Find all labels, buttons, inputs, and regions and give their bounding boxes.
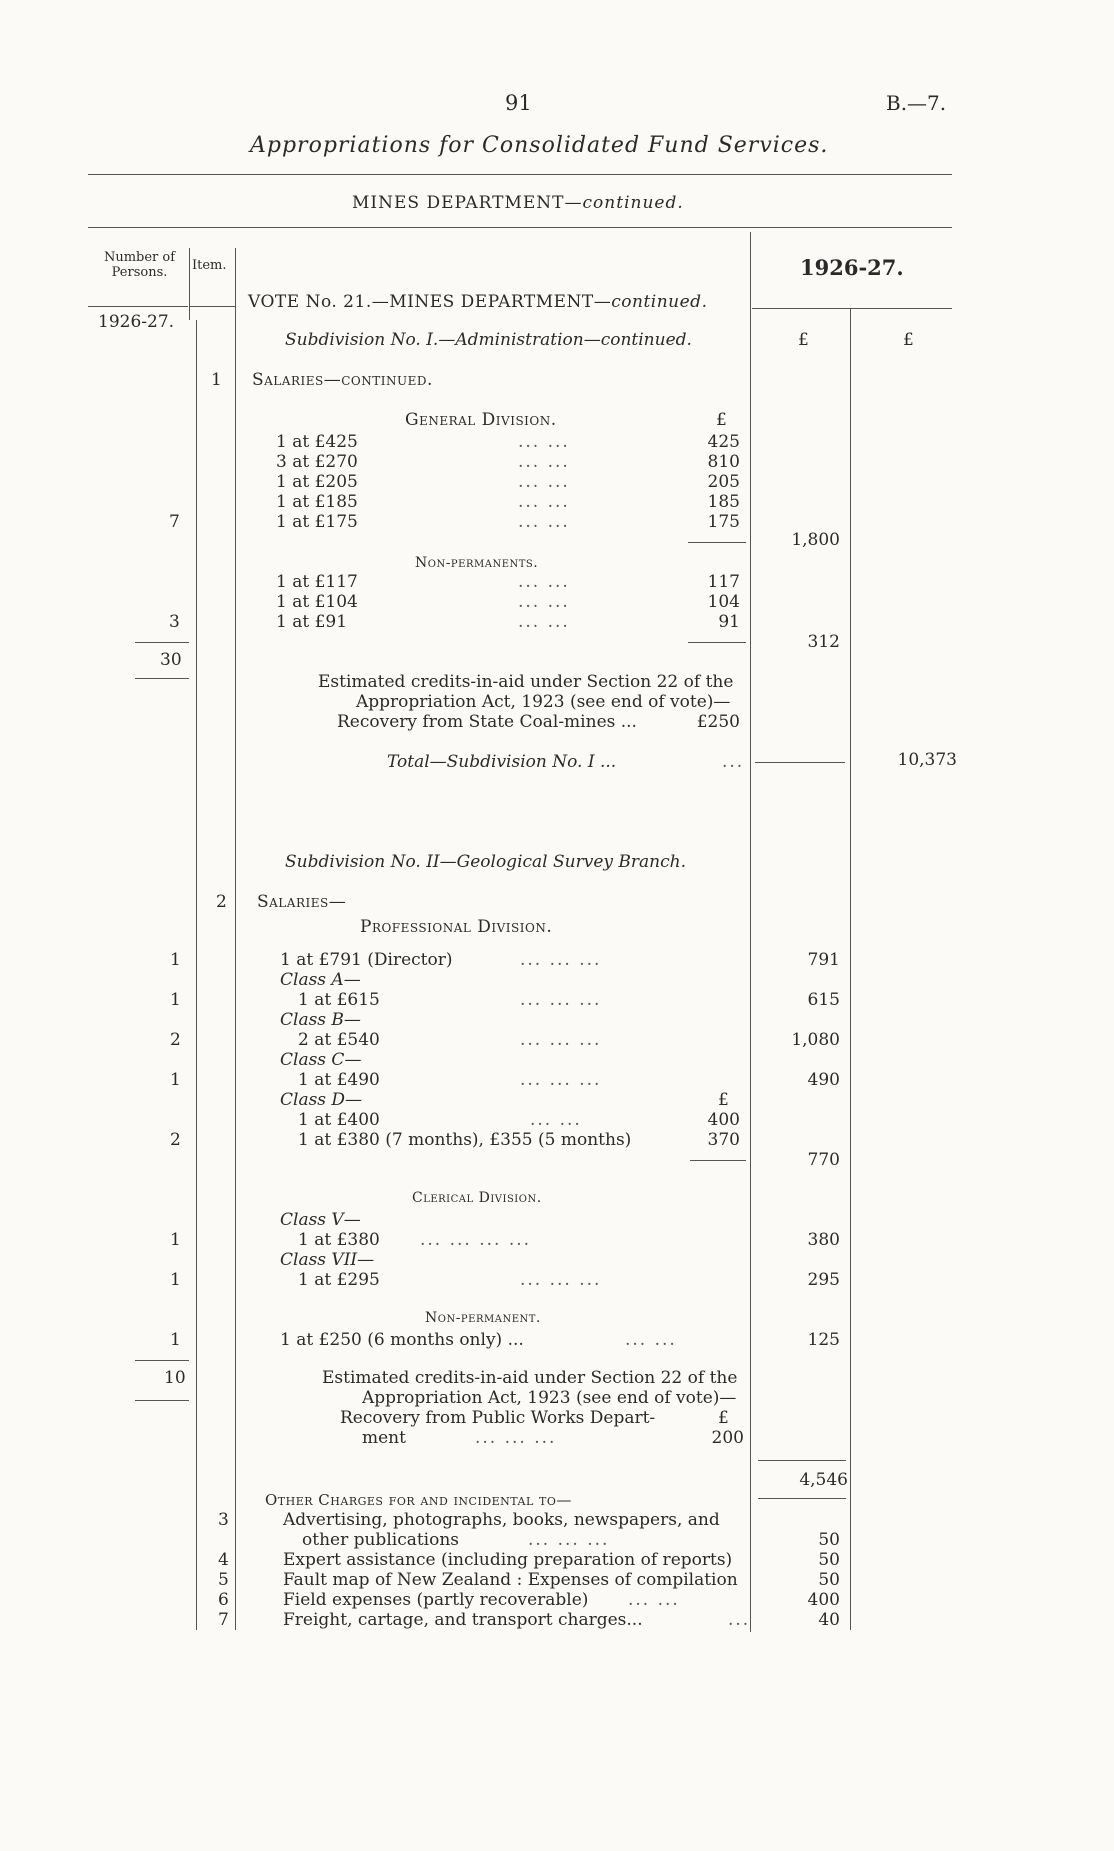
row-label: 1 at £295: [298, 1270, 380, 1290]
row-label: 1 at £425: [276, 432, 358, 452]
persons-total: 30: [160, 650, 182, 670]
persons-count: 1: [170, 1230, 181, 1250]
row-amount: 400: [807, 1590, 840, 1610]
item-number: 5: [218, 1570, 229, 1590]
division-heading: Professional Division.: [360, 917, 553, 937]
class-heading: Class V—: [280, 1210, 361, 1230]
row-amount: 370: [707, 1130, 740, 1150]
class-heading: Class A—: [280, 970, 361, 990]
row-dots: ... ...: [518, 472, 570, 492]
persons-count: 1: [170, 990, 181, 1010]
row-label: 1 at £104: [276, 592, 358, 612]
persons-count: 7: [169, 512, 180, 532]
rule: [190, 306, 235, 307]
credits-text: Appropriation Act, 1923 (see end of vote)—: [362, 1388, 737, 1408]
row-label: 1 at £205: [276, 472, 358, 492]
charge-label: Advertising, photographs, books, newspapers, and: [283, 1510, 720, 1530]
row-dots: ...: [728, 1610, 751, 1630]
row-label: 1 at £615: [298, 990, 380, 1010]
subdivision-title: Subdivision No. I.—Administration—continued.: [285, 330, 692, 350]
row-dots: ... ... ...: [520, 1270, 602, 1290]
page-number: 91: [505, 91, 532, 115]
row-label: 1 at £91: [276, 612, 348, 632]
row-amount: 50: [818, 1570, 840, 1590]
row-dots: ... ...: [518, 492, 570, 512]
persons-count: 2: [170, 1030, 181, 1050]
pound-header: £: [798, 330, 809, 350]
class-heading: Class D—: [280, 1090, 363, 1110]
pound-sign: £: [716, 410, 727, 430]
row-amount: 295: [807, 1270, 840, 1290]
row-dots: ... ...: [518, 452, 570, 472]
credits-amount: £250: [696, 712, 740, 732]
persons-year-header: 1926‑27.: [98, 312, 175, 332]
persons-count: 1: [170, 950, 181, 970]
section-heading: Salaries—continued.: [252, 370, 433, 390]
row-amount: 185: [707, 492, 740, 512]
row-label: 1 at £380 (7 months), £355 (5 months): [298, 1130, 632, 1150]
pound-header: £: [903, 330, 914, 350]
subtotal-rule: [758, 1460, 846, 1461]
charge-label: other publications: [302, 1530, 460, 1550]
row-dots: ... ... ...: [520, 950, 602, 970]
rule: [135, 642, 189, 643]
row-label: 3 at £270: [276, 452, 358, 472]
division-heading: Non-permanents.: [415, 555, 539, 571]
row-dots: ... ... ...: [475, 1428, 557, 1448]
row-amount: 810: [707, 452, 740, 472]
row-dots: ... ...: [625, 1330, 677, 1350]
charge-label: Field expenses (partly recoverable): [283, 1590, 589, 1610]
persons-count: 2: [170, 1130, 181, 1150]
year-column-header: 1926‑27.: [800, 255, 904, 280]
credits-amount: 200: [711, 1428, 744, 1448]
column-rule: [750, 232, 751, 1632]
row-amount: 791: [807, 950, 840, 970]
section-heading: Other Charges for and incidental to—: [265, 1491, 572, 1509]
subdivision-total-label: Total—Subdivision No. I ...: [387, 752, 617, 772]
credits-text: Recovery from Public Works Depart-: [340, 1408, 656, 1428]
item-number: 1: [211, 370, 222, 390]
credits-text: Recovery from State Coal-mines ...: [337, 712, 637, 732]
row-amount: 425: [707, 432, 740, 452]
row-amount: 91: [718, 612, 740, 632]
rule: [88, 174, 952, 175]
row-amount: 400: [707, 1110, 740, 1130]
row-label: 1 at £490: [298, 1070, 380, 1090]
subtotal-amount: 1,800: [791, 530, 840, 550]
salaries-total: 4,546: [799, 1470, 848, 1490]
subdivision-total-amount: 10,373: [897, 750, 957, 770]
division-heading: General Division.: [405, 410, 557, 430]
persons-column-header: Number of Persons.: [103, 250, 176, 280]
subtotal-rule: [690, 1160, 746, 1161]
row-dots: ... ...: [518, 432, 570, 452]
item-number: 4: [218, 1550, 229, 1570]
section-heading: Salaries—: [257, 892, 347, 912]
credits-text: ment: [362, 1428, 406, 1448]
row-dots: ... ...: [518, 512, 570, 532]
rule: [88, 227, 952, 228]
subdivision-title: Subdivision No. II—Geological Survey Branch.: [285, 852, 686, 872]
row-amount: 40: [818, 1610, 840, 1630]
item-number: 2: [216, 892, 227, 912]
row-label: 1 at £250 (6 months only) ...: [280, 1330, 524, 1350]
row-dots: ... ...: [530, 1110, 582, 1130]
column-rule: [850, 308, 851, 1630]
subtotal-rule: [688, 642, 746, 643]
persons-count: 3: [169, 612, 180, 632]
column-rule: [189, 248, 190, 320]
row-dots: ... ... ... ...: [420, 1230, 532, 1250]
document-reference: B.—7.: [886, 91, 947, 115]
row-dots: ... ...: [628, 1590, 680, 1610]
subtotal-amount: 770: [807, 1150, 840, 1170]
rule: [135, 678, 189, 679]
credits-text: Estimated credits-in-aid under Section 22 of the: [318, 672, 734, 692]
row-label: 1 at £175: [276, 512, 358, 532]
rule: [135, 1360, 189, 1361]
division-heading: Clerical Division.: [412, 1190, 542, 1206]
row-amount: 50: [818, 1530, 840, 1550]
row-label: 1 at £185: [276, 492, 358, 512]
item-number: 6: [218, 1590, 229, 1610]
persons-count: 1: [170, 1270, 181, 1290]
row-label: 1 at £380: [298, 1230, 380, 1250]
class-heading: Class B—: [280, 1010, 361, 1030]
credits-text: Appropriation Act, 1923 (see end of vote)—: [356, 692, 731, 712]
row-amount: 50: [818, 1550, 840, 1570]
row-amount: 104: [707, 592, 740, 612]
item-number: 3: [218, 1510, 229, 1530]
charge-label: Fault map of New Zealand : Expenses of compilation: [283, 1570, 738, 1590]
row-amount: 1,080: [791, 1030, 840, 1050]
column-rule: [235, 248, 236, 1630]
persons-count: 1: [170, 1330, 181, 1350]
column-rule: [196, 320, 197, 1630]
division-heading: Non-permanent.: [425, 1310, 541, 1326]
row-dots: ... ... ...: [528, 1530, 610, 1550]
item-column-header: Item.: [192, 258, 227, 273]
rule: [752, 308, 952, 309]
row-amount: 490: [807, 1070, 840, 1090]
persons-total: 10: [164, 1368, 186, 1388]
rule: [88, 306, 188, 307]
department-heading: MINES DEPARTMENT—continued.: [352, 193, 684, 213]
pound-sign: £: [718, 1408, 729, 1428]
row-dots: ... ...: [518, 572, 570, 592]
row-amount: 117: [707, 572, 740, 592]
vote-title: VOTE No. 21.—MINES DEPARTMENT—continued.: [248, 292, 708, 312]
row-amount: 125: [807, 1330, 840, 1350]
persons-count: 1: [170, 1070, 181, 1090]
row-dots: ... ... ...: [520, 1030, 602, 1050]
page-title: Appropriations for Consolidated Fund Services.: [250, 133, 829, 158]
row-label: 1 at £400: [298, 1110, 380, 1130]
row-dots: ... ... ...: [520, 1070, 602, 1090]
subtotal-rule: [688, 542, 746, 543]
row-amount: 175: [707, 512, 740, 532]
rule: [755, 762, 845, 763]
charge-label: Expert assistance (including preparation of reports): [283, 1550, 733, 1570]
row-label: 2 at £540: [298, 1030, 380, 1050]
row-dots: ... ...: [518, 612, 570, 632]
row-amount: 205: [707, 472, 740, 492]
row-amount: 380: [807, 1230, 840, 1250]
item-number: 7: [218, 1610, 229, 1630]
subtotal-rule: [758, 1498, 846, 1499]
subtotal-amount: 312: [807, 632, 840, 652]
pound-sign: £: [718, 1090, 729, 1110]
row-dots: ... ... ...: [520, 990, 602, 1010]
row-label: 1 at £117: [276, 572, 358, 592]
rule: [135, 1400, 189, 1401]
row-label: 1 at £791 (Director): [280, 950, 453, 970]
row-dots: ...: [722, 752, 745, 772]
row-dots: ... ...: [518, 592, 570, 612]
class-heading: Class VII—: [280, 1250, 375, 1270]
class-heading: Class C—: [280, 1050, 362, 1070]
charge-label: Freight, cartage, and transport charges...: [283, 1610, 643, 1630]
credits-text: Estimated credits-in-aid under Section 22 of the: [322, 1368, 738, 1388]
row-amount: 615: [807, 990, 840, 1010]
